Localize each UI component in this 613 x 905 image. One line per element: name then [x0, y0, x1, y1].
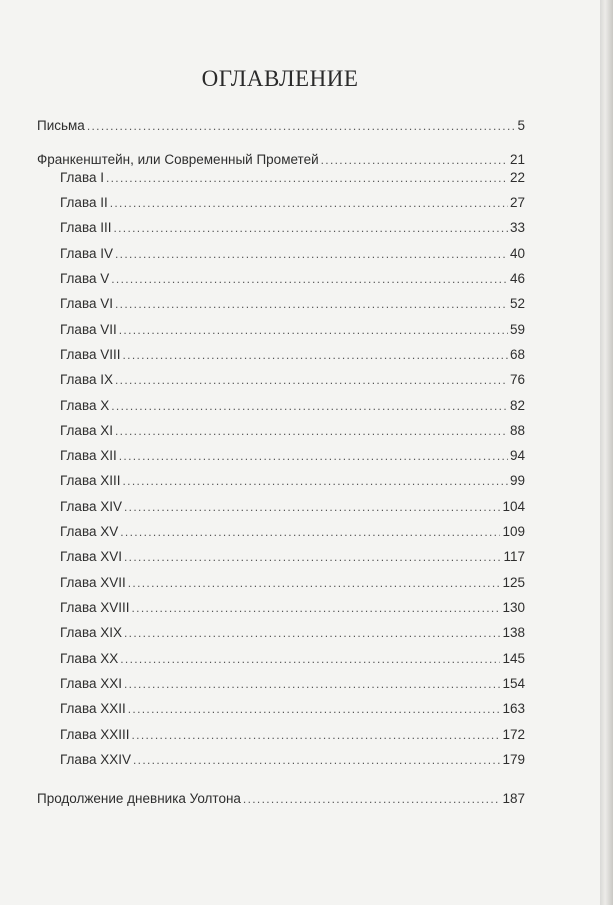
dot-leader — [131, 725, 500, 745]
toc-entry-page: 82 — [509, 398, 525, 413]
toc-entry-label: Глава III — [60, 220, 112, 235]
toc-entry-label: Глава XVII — [60, 575, 126, 590]
toc-entry-page: 117 — [503, 549, 525, 564]
toc-entry-label: Глава XVI — [60, 549, 122, 564]
dot-leader — [124, 674, 500, 694]
dot-leader — [133, 750, 500, 770]
toc-entry-label: Глава XVIII — [60, 600, 130, 615]
toc-entry — [60, 421, 525, 441]
toc-entry — [60, 396, 525, 416]
dot-leader — [106, 168, 508, 188]
toc-entry-page: 59 — [509, 322, 525, 337]
toc-entry-label: Глава VI — [60, 296, 113, 311]
toc-entry-page: 125 — [502, 575, 525, 590]
toc-entry-page: 109 — [502, 524, 525, 539]
dot-leader — [115, 370, 508, 390]
toc-entry — [37, 789, 525, 809]
toc-entry — [60, 471, 525, 491]
toc-entry-page: 40 — [509, 246, 525, 261]
toc-entry-page: 22 — [509, 170, 525, 185]
toc-entry-page: 5 — [517, 118, 525, 133]
toc-entry — [60, 699, 525, 719]
toc-entry-page: 33 — [509, 220, 525, 235]
toc-entry-label: Глава XV — [60, 524, 119, 539]
toc-entry-label: Глава I — [60, 170, 104, 185]
toc-entry — [60, 674, 525, 694]
dot-leader — [87, 116, 516, 136]
toc-entry — [60, 598, 525, 618]
toc-entry-label: Глава IV — [60, 246, 113, 261]
toc-entry-page: 46 — [509, 271, 525, 286]
toc-entry — [60, 218, 525, 238]
dot-leader — [119, 446, 508, 466]
dot-leader — [119, 320, 508, 340]
toc-entry-label: Глава XXIV — [60, 752, 131, 767]
toc-entry — [60, 497, 525, 517]
toc-entry-label: Глава X — [60, 398, 110, 413]
toc-entry-label: Глава VII — [60, 322, 117, 337]
toc-entry — [60, 168, 525, 188]
dot-leader — [122, 471, 507, 491]
toc-entry-page: 130 — [502, 600, 525, 615]
toc-entry-label: Глава IX — [60, 372, 113, 387]
toc-entry-label: Глава XI — [60, 423, 113, 438]
toc-entry — [60, 244, 525, 264]
toc-entry-page: 94 — [509, 448, 525, 463]
dot-leader — [120, 649, 500, 669]
dot-leader — [124, 623, 500, 643]
toc-entry-label: Глава XIX — [60, 625, 122, 640]
toc-entry — [60, 522, 525, 542]
toc-entry — [60, 193, 525, 213]
dot-leader — [124, 547, 501, 567]
dot-leader — [124, 497, 500, 517]
dot-leader — [115, 421, 508, 441]
toc-entry — [60, 320, 525, 340]
toc-entry-label: Глава XXII — [60, 701, 126, 716]
page-edge — [600, 0, 613, 905]
toc-entry-label: Глава V — [60, 271, 110, 286]
toc-entry-page: 21 — [509, 152, 525, 167]
toc-entry-label: Глава XIV — [60, 499, 122, 514]
toc-entry-label: Глава XXI — [60, 676, 122, 691]
toc-entry-page: 172 — [502, 727, 525, 742]
toc-entry — [60, 649, 525, 669]
toc-entry-label: Глава XX — [60, 651, 119, 666]
toc-entry-label: Письма — [37, 118, 85, 133]
dot-leader — [128, 699, 501, 719]
toc-entry — [60, 446, 525, 466]
toc-entry — [60, 370, 525, 390]
toc-entry-label: Глава II — [60, 195, 108, 210]
dot-leader — [110, 193, 508, 213]
dot-leader — [111, 396, 508, 416]
toc-entry-page: 27 — [509, 195, 525, 210]
toc-entry-page: 88 — [509, 423, 525, 438]
toc-entry — [60, 547, 525, 567]
toc-entry-page: 99 — [509, 473, 525, 488]
toc-entry — [60, 725, 525, 745]
dot-leader — [128, 573, 501, 593]
toc-entry — [37, 116, 525, 136]
dot-leader — [131, 598, 500, 618]
toc-entry-label: Глава XXIII — [60, 727, 130, 742]
toc-entry-page: 138 — [502, 625, 525, 640]
dot-leader — [122, 345, 507, 365]
toc-entry-label: Продолжение дневника Уолтона — [37, 791, 241, 806]
toc-entry-page: 145 — [502, 651, 525, 666]
dot-leader — [113, 218, 508, 238]
toc-entry-page: 187 — [502, 791, 525, 806]
toc-entry-label: Глава VIII — [60, 347, 121, 362]
toc-entry-page: 179 — [502, 752, 525, 767]
toc-entry-label: Глава XII — [60, 448, 117, 463]
toc-entry — [60, 294, 525, 314]
toc-entry — [60, 573, 525, 593]
toc-entry-page: 68 — [509, 347, 525, 362]
dot-leader — [115, 294, 508, 314]
toc-entry — [60, 345, 525, 365]
toc-entry — [60, 269, 525, 289]
dot-leader — [321, 150, 508, 170]
dot-leader — [115, 244, 508, 264]
dot-leader — [243, 789, 501, 809]
toc-entry-page: 52 — [509, 296, 525, 311]
toc-entry-page: 76 — [509, 372, 525, 387]
dot-leader — [120, 522, 500, 542]
toc-entry-page: 154 — [502, 676, 525, 691]
toc-entry — [60, 623, 525, 643]
toc-entry-page: 104 — [502, 499, 525, 514]
page-title: ОГЛАВЛЕНИЕ — [201, 66, 359, 91]
toc-entry-label: Франкенштейн, или Современный Прометей — [37, 152, 319, 167]
toc-entry-label: Глава XIII — [60, 473, 121, 488]
dot-leader — [111, 269, 508, 289]
toc-entry — [60, 750, 525, 770]
toc-entry-page: 163 — [502, 701, 525, 716]
toc-entry — [37, 150, 525, 170]
